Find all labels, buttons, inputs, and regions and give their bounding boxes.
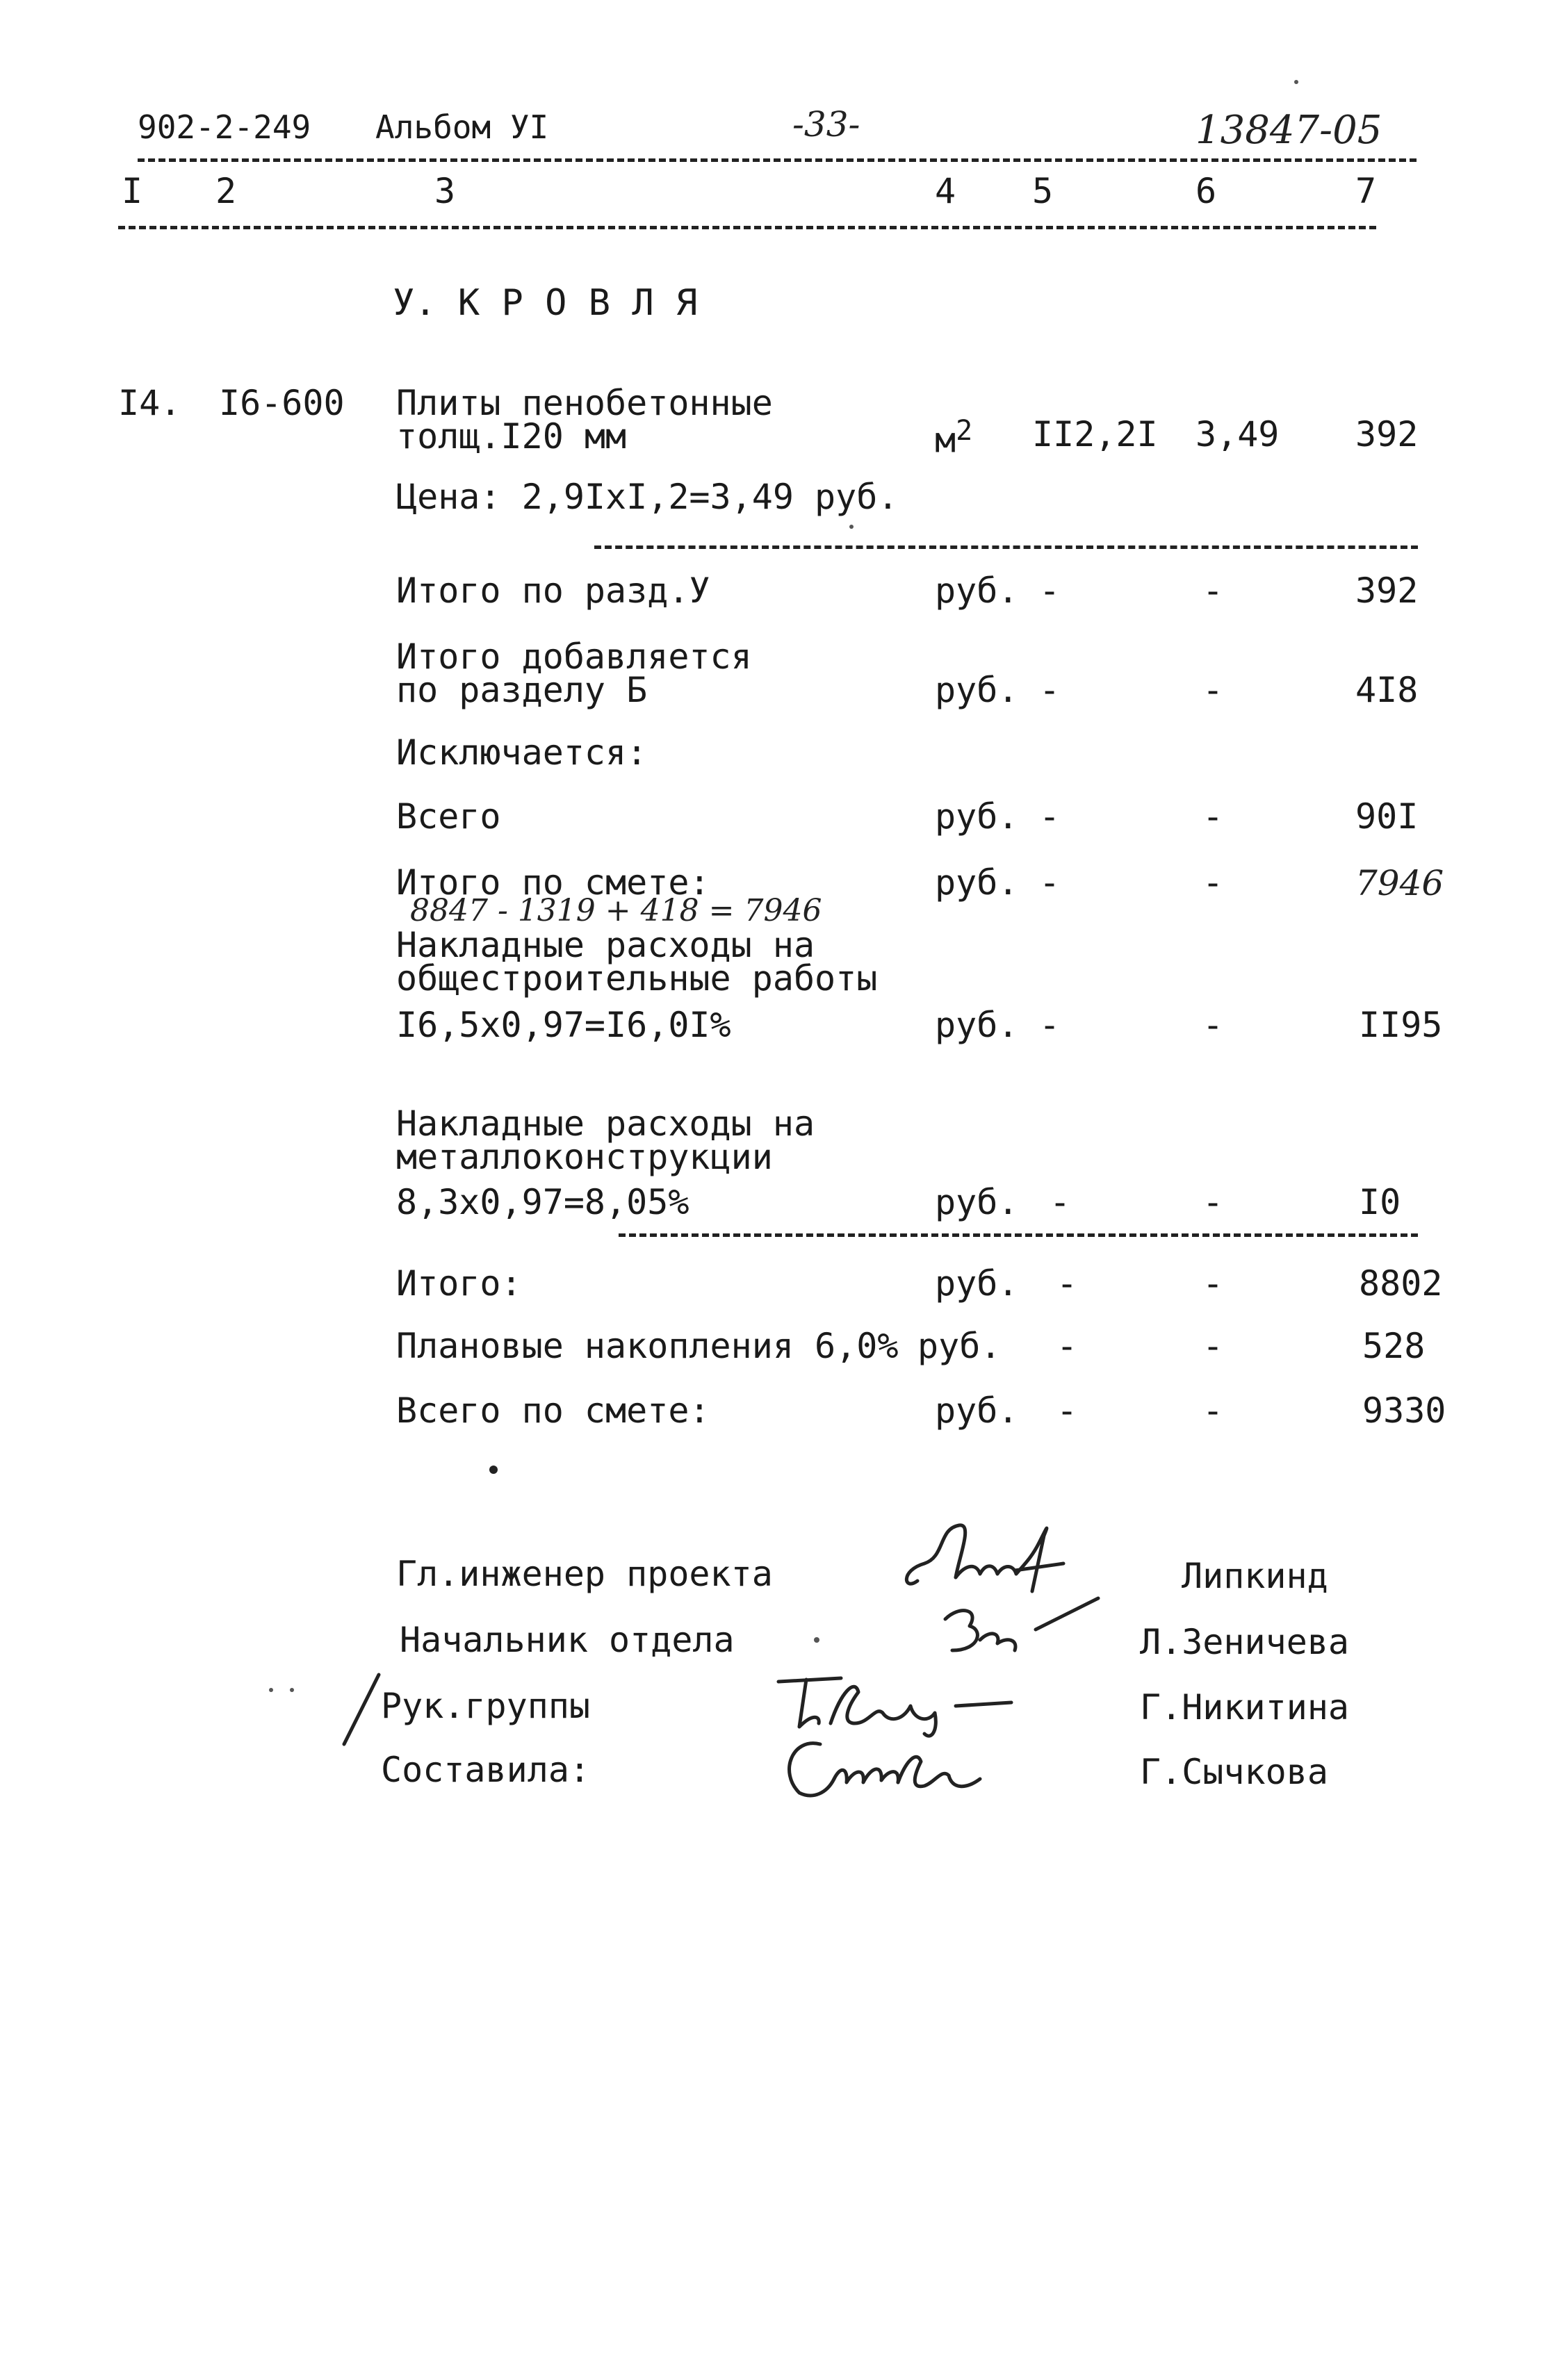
- summary-label-line2: общестроительные работы: [396, 958, 878, 999]
- doc-code: 902-2-249: [138, 108, 311, 146]
- col-number-4: 4: [935, 171, 956, 211]
- signature-name: Л.Зеничева: [1140, 1622, 1350, 1662]
- inventory-number: 13847-05: [1195, 108, 1382, 153]
- summary-unit: руб.: [917, 1326, 1002, 1366]
- summary-unit: руб.: [935, 670, 1019, 710]
- item-name-line2: толщ.I20 мм: [396, 416, 627, 457]
- col-number-1: I: [122, 171, 143, 211]
- summary-col6: -: [1202, 1326, 1224, 1366]
- summary-col5: -: [1039, 862, 1061, 903]
- summary-label-line1: Итого добавляется: [396, 637, 752, 677]
- summary-total: I0: [1359, 1182, 1401, 1222]
- summary-col6: -: [1202, 670, 1224, 710]
- summary-total: 90I: [1355, 796, 1419, 837]
- summary-unit: руб.: [935, 1005, 1019, 1045]
- summary-label: Исключается:: [396, 732, 648, 773]
- summary-col5: -: [1039, 1005, 1061, 1045]
- summary-total: II95: [1359, 1005, 1443, 1045]
- signature-name: Липкинд: [1182, 1556, 1328, 1596]
- signature-role: Рук.группы: [381, 1686, 591, 1726]
- album-label: Альбом УI: [375, 108, 549, 146]
- item-unit-base: м: [935, 420, 956, 461]
- summary-col5: -: [1050, 1182, 1071, 1222]
- summary-col5: -: [1039, 571, 1061, 611]
- summary-formula: 8,3x0,97=8,05%: [396, 1182, 689, 1222]
- summary-col6: -: [1202, 862, 1224, 903]
- summary-label-line1: Накладные расходы на: [396, 925, 815, 965]
- summary-label: Плановые накопления 6,0%: [396, 1326, 899, 1366]
- handwritten-calculation: 8847 - 1319 + 418 = 7946: [410, 893, 822, 928]
- summary-total: 8802: [1359, 1263, 1443, 1304]
- summary-label: Итого по разд.У: [396, 571, 710, 611]
- summary-label-line2: по разделу Б: [396, 670, 648, 710]
- summary-total: 528: [1362, 1326, 1426, 1366]
- item-total: 392: [1355, 414, 1419, 454]
- summary-col6: -: [1202, 1390, 1224, 1431]
- signature-role: Начальник отдела: [400, 1620, 735, 1660]
- col-number-6: 6: [1195, 171, 1217, 211]
- summary-unit: руб.: [935, 796, 1019, 837]
- signature-name: Г.Никитина: [1140, 1687, 1350, 1727]
- summary-col6: -: [1202, 1182, 1224, 1222]
- summary-col6: -: [1202, 1005, 1224, 1045]
- item-unit-sup: 2: [956, 415, 973, 447]
- col-number-5: 5: [1032, 171, 1054, 211]
- summary-col5: -: [1039, 796, 1061, 837]
- summary-label: Всего по смете:: [396, 1390, 710, 1431]
- col-number-3: 3: [434, 171, 456, 211]
- summary-unit: руб.: [935, 1390, 1019, 1431]
- summary-col6: -: [1202, 571, 1224, 611]
- signature-role: Составила:: [381, 1750, 591, 1790]
- summary-formula: I6,5x0,97=I6,0I%: [396, 1005, 731, 1045]
- summary-unit: руб.: [935, 1263, 1019, 1304]
- summary-label-line2: металлоконструкции: [396, 1137, 773, 1177]
- summary-col6: -: [1202, 1263, 1224, 1304]
- item-code: I6-600: [219, 383, 345, 423]
- col-number-2: 2: [215, 171, 237, 211]
- summary-col5: -: [1056, 1326, 1078, 1366]
- item-price: 3,49: [1195, 414, 1280, 454]
- signature-role: Гл.инженер проекта: [396, 1554, 773, 1594]
- summary-unit: руб.: [935, 1182, 1019, 1222]
- summary-col5: -: [1056, 1390, 1078, 1431]
- signature-name: Г.Сычкова: [1140, 1752, 1328, 1792]
- summary-col5: -: [1056, 1263, 1078, 1304]
- item-quantity: II2,2I: [1032, 414, 1158, 454]
- summary-label: Итого:: [396, 1263, 522, 1304]
- summary-total: 4I8: [1355, 670, 1419, 710]
- summary-unit: руб.: [935, 571, 1019, 611]
- summary-label: Всего: [396, 796, 501, 837]
- item-number: I4.: [118, 383, 181, 423]
- summary-label-line1: Накладные расходы на: [396, 1103, 815, 1144]
- summary-total-handwritten: 7946: [1355, 863, 1444, 903]
- item-price-note: Цена: 2,9IxI,2=3,49 руб.: [396, 477, 899, 517]
- section-title: У. К Р О В Л Я: [393, 282, 698, 324]
- summary-total: 9330: [1362, 1390, 1446, 1431]
- summary-total: 392: [1355, 571, 1419, 611]
- summary-col5: -: [1039, 670, 1061, 710]
- page-number: -33-: [792, 104, 860, 145]
- summary-unit: руб.: [935, 862, 1019, 903]
- summary-col6: -: [1202, 796, 1224, 837]
- item-name-line1: Плиты пенобетонные: [396, 383, 773, 423]
- summary-label: Итого по смете:: [396, 862, 710, 903]
- col-number-7: 7: [1355, 171, 1377, 211]
